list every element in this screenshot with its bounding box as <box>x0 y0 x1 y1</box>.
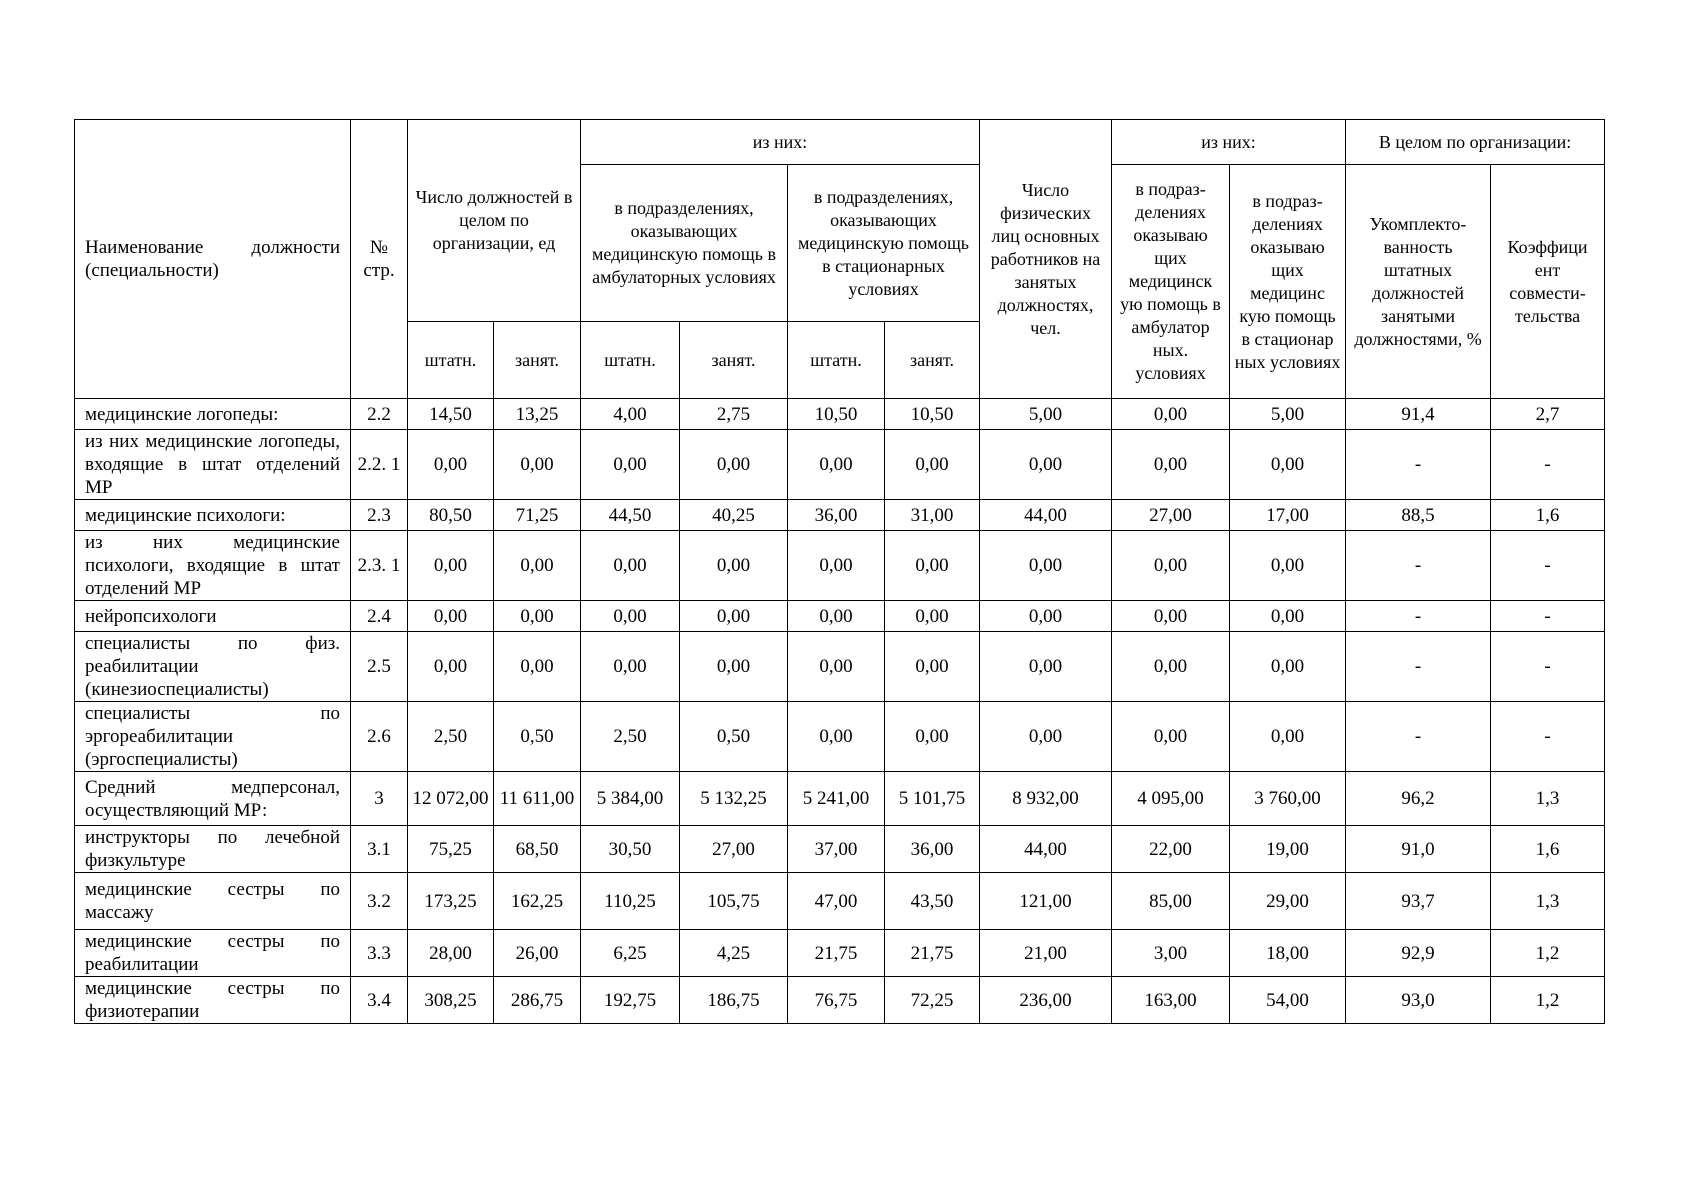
row-name-cell: медицинские сестры по физиотерапии <box>75 977 351 1024</box>
value-cell: 0,00 <box>1112 702 1230 772</box>
value-cell: - <box>1491 632 1605 702</box>
value-cell: 4,25 <box>680 930 788 977</box>
value-cell: 31,00 <box>885 500 980 531</box>
value-cell: 0,00 <box>408 601 494 632</box>
row-num-cell: 2.5 <box>351 632 408 702</box>
row-num-cell: 3.2 <box>351 873 408 930</box>
value-cell: 0,00 <box>1230 702 1346 772</box>
value-cell: 26,00 <box>494 930 581 977</box>
value-cell: 0,00 <box>980 632 1112 702</box>
col-header-name: Наименование должности (специальности) <box>75 120 351 399</box>
col-header-iz-nih-2: из них: <box>1112 120 1346 165</box>
value-cell: 0,00 <box>680 601 788 632</box>
col-header-stac: в подразделениях, оказывающих медицинскую помощь в стационарных условиях <box>788 165 980 322</box>
table-body <box>75 399 1605 1024</box>
value-cell: 6,25 <box>581 930 680 977</box>
table-row <box>75 977 1605 1024</box>
value-cell: 21,75 <box>885 930 980 977</box>
table-row <box>75 430 1605 500</box>
value-cell: 1,2 <box>1491 930 1605 977</box>
value-cell: 0,00 <box>1112 601 1230 632</box>
value-cell: 8 932,00 <box>980 772 1112 826</box>
value-cell: 22,00 <box>1112 826 1230 873</box>
value-cell: 17,00 <box>1230 500 1346 531</box>
value-cell: 0,00 <box>1230 632 1346 702</box>
value-cell: 3,00 <box>1112 930 1230 977</box>
value-cell: 0,00 <box>885 702 980 772</box>
subheader-shtat: штатн. <box>408 322 494 399</box>
value-cell: 0,00 <box>494 632 581 702</box>
value-cell: 0,00 <box>885 430 980 500</box>
value-cell: 44,00 <box>980 500 1112 531</box>
value-cell: 0,00 <box>980 702 1112 772</box>
value-cell: 93,7 <box>1346 873 1491 930</box>
value-cell: 5 384,00 <box>581 772 680 826</box>
col-header-amb: в подразделениях, оказывающих медицинскую помощь в амбулаторных условиях <box>581 165 788 322</box>
value-cell: 72,25 <box>885 977 980 1024</box>
row-num-cell: 3.4 <box>351 977 408 1024</box>
value-cell: - <box>1491 601 1605 632</box>
value-cell: 0,00 <box>1112 531 1230 601</box>
table-row <box>75 702 1605 772</box>
value-cell: 10,50 <box>788 399 885 430</box>
value-cell: 0,00 <box>581 632 680 702</box>
value-cell: 47,00 <box>788 873 885 930</box>
row-num-cell: 3 <box>351 772 408 826</box>
value-cell: 4 095,00 <box>1112 772 1230 826</box>
value-cell: 0,00 <box>408 531 494 601</box>
value-cell: - <box>1346 632 1491 702</box>
value-cell: 14,50 <box>408 399 494 430</box>
value-cell: 0,00 <box>1230 430 1346 500</box>
value-cell: 0,00 <box>494 430 581 500</box>
value-cell: 0,00 <box>1230 601 1346 632</box>
value-cell: 93,0 <box>1346 977 1491 1024</box>
value-cell: 13,25 <box>494 399 581 430</box>
value-cell: 192,75 <box>581 977 680 1024</box>
value-cell: 10,50 <box>885 399 980 430</box>
value-cell: 44,00 <box>980 826 1112 873</box>
value-cell: 0,00 <box>1112 632 1230 702</box>
col-header-org: В целом по организации: <box>1346 120 1605 165</box>
value-cell: 0,00 <box>581 430 680 500</box>
col-header-phys-stac: в подраз-делениях оказываю щих медицинс кую помощь в стационар ных условиях <box>1230 165 1346 399</box>
value-cell: 173,25 <box>408 873 494 930</box>
col-header-total: Число должностей в целом по организации, ед <box>408 120 581 322</box>
table-row <box>75 399 1605 430</box>
row-num-cell: 2.2. 1 <box>351 430 408 500</box>
value-cell: 91,4 <box>1346 399 1491 430</box>
value-cell: - <box>1346 430 1491 500</box>
table-row <box>75 826 1605 873</box>
value-cell: 44,50 <box>581 500 680 531</box>
table-row <box>75 873 1605 930</box>
row-num-cell: 2.4 <box>351 601 408 632</box>
row-num-cell: 2.6 <box>351 702 408 772</box>
value-cell: 0,50 <box>494 702 581 772</box>
row-num-cell: 2.3. 1 <box>351 531 408 601</box>
value-cell: 1,3 <box>1491 772 1605 826</box>
value-cell: 186,75 <box>680 977 788 1024</box>
value-cell: 75,25 <box>408 826 494 873</box>
value-cell: 2,75 <box>680 399 788 430</box>
row-name-cell: из них медицинские логопеды, входящие в штат отделений МР <box>75 430 351 500</box>
subheader-zanyat: занят. <box>680 322 788 399</box>
value-cell: 5 132,25 <box>680 772 788 826</box>
value-cell: 0,00 <box>408 632 494 702</box>
value-cell: 5,00 <box>980 399 1112 430</box>
value-cell: 0,00 <box>885 632 980 702</box>
value-cell: 91,0 <box>1346 826 1491 873</box>
value-cell: 3 760,00 <box>1230 772 1346 826</box>
value-cell: 76,75 <box>788 977 885 1024</box>
value-cell: 54,00 <box>1230 977 1346 1024</box>
value-cell: 5 101,75 <box>885 772 980 826</box>
value-cell: 0,50 <box>680 702 788 772</box>
value-cell: 1,6 <box>1491 500 1605 531</box>
row-name-cell: медицинские сестры по массажу <box>75 873 351 930</box>
value-cell: 30,50 <box>581 826 680 873</box>
value-cell: 0,00 <box>680 632 788 702</box>
value-cell: - <box>1491 702 1605 772</box>
value-cell: 2,7 <box>1491 399 1605 430</box>
row-name-cell: специалисты по физ. реабилитации (кинезиоспециалисты) <box>75 632 351 702</box>
value-cell: 12 072,00 <box>408 772 494 826</box>
row-num-cell: 3.1 <box>351 826 408 873</box>
value-cell: 308,25 <box>408 977 494 1024</box>
value-cell: 0,00 <box>980 531 1112 601</box>
subheader-zanyat: занят. <box>494 322 581 399</box>
value-cell: 18,00 <box>1230 930 1346 977</box>
value-cell: 71,25 <box>494 500 581 531</box>
row-name-cell: специалисты по эргореабилитации (эргоспециалисты) <box>75 702 351 772</box>
value-cell: 5,00 <box>1230 399 1346 430</box>
table-row <box>75 500 1605 531</box>
value-cell: 0,00 <box>788 632 885 702</box>
value-cell: 27,00 <box>680 826 788 873</box>
value-cell: 0,00 <box>494 601 581 632</box>
value-cell: 0,00 <box>788 531 885 601</box>
row-name-cell: Средний медперсонал, осуществляющий МР: <box>75 772 351 826</box>
value-cell: - <box>1346 702 1491 772</box>
row-name-cell: инструкторы по лечебной физкультуре <box>75 826 351 873</box>
value-cell: 85,00 <box>1112 873 1230 930</box>
value-cell: 0,00 <box>788 702 885 772</box>
value-cell: 27,00 <box>1112 500 1230 531</box>
col-header-phys: Число физических лиц основных работников на занятых должностях, чел. <box>980 120 1112 399</box>
value-cell: 2,50 <box>581 702 680 772</box>
table-row <box>75 772 1605 826</box>
col-header-koef: Коэффици ент совмести-тельства <box>1491 165 1605 399</box>
value-cell: 0,00 <box>680 430 788 500</box>
col-header-phys-amb: в подраз-делениях оказываю щих медицинск ую помощь в амбулатор ных. условиях <box>1112 165 1230 399</box>
value-cell: 0,00 <box>788 601 885 632</box>
value-cell: 1,2 <box>1491 977 1605 1024</box>
col-header-ukompl: Укомплекто-ванность штатных должностей занятыми должностями, % <box>1346 165 1491 399</box>
value-cell: 105,75 <box>680 873 788 930</box>
value-cell: 163,00 <box>1112 977 1230 1024</box>
row-num-cell: 2.2 <box>351 399 408 430</box>
value-cell: 0,00 <box>1112 399 1230 430</box>
col-header-iz-nih: из них: <box>581 120 980 165</box>
value-cell: 19,00 <box>1230 826 1346 873</box>
header-row-1 <box>75 120 1605 165</box>
table-row <box>75 930 1605 977</box>
value-cell: 0,00 <box>581 601 680 632</box>
row-name-cell: медицинские логопеды: <box>75 399 351 430</box>
staffing-table <box>74 119 1605 1024</box>
value-cell: 0,00 <box>885 601 980 632</box>
row-name-cell: из них медицинские психологи, входящие в штат отделений МР <box>75 531 351 601</box>
row-name-cell: медицинские психологи: <box>75 500 351 531</box>
value-cell: 1,6 <box>1491 826 1605 873</box>
value-cell: 28,00 <box>408 930 494 977</box>
value-cell: 88,5 <box>1346 500 1491 531</box>
value-cell: 0,00 <box>1230 531 1346 601</box>
value-cell: 4,00 <box>581 399 680 430</box>
value-cell: 36,00 <box>788 500 885 531</box>
value-cell: 5 241,00 <box>788 772 885 826</box>
value-cell: 0,00 <box>581 531 680 601</box>
value-cell: - <box>1346 601 1491 632</box>
table-row <box>75 531 1605 601</box>
value-cell: 0,00 <box>980 601 1112 632</box>
table-row <box>75 632 1605 702</box>
value-cell: 286,75 <box>494 977 581 1024</box>
value-cell: - <box>1346 531 1491 601</box>
value-cell: 0,00 <box>408 430 494 500</box>
table-row <box>75 601 1605 632</box>
row-name-cell: нейропсихологи <box>75 601 351 632</box>
value-cell: 2,50 <box>408 702 494 772</box>
value-cell: 11 611,00 <box>494 772 581 826</box>
value-cell: 1,3 <box>1491 873 1605 930</box>
value-cell: 0,00 <box>1112 430 1230 500</box>
col-header-num: № стр. <box>351 120 408 399</box>
value-cell: 236,00 <box>980 977 1112 1024</box>
value-cell: - <box>1491 430 1605 500</box>
value-cell: 110,25 <box>581 873 680 930</box>
value-cell: 29,00 <box>1230 873 1346 930</box>
value-cell: 96,2 <box>1346 772 1491 826</box>
value-cell: 0,00 <box>980 430 1112 500</box>
subheader-shtat: штатн. <box>788 322 885 399</box>
value-cell: 0,00 <box>885 531 980 601</box>
row-num-cell: 2.3 <box>351 500 408 531</box>
value-cell: 92,9 <box>1346 930 1491 977</box>
subheader-shtat: штатн. <box>581 322 680 399</box>
value-cell: 0,00 <box>788 430 885 500</box>
value-cell: - <box>1491 531 1605 601</box>
value-cell: 21,75 <box>788 930 885 977</box>
value-cell: 121,00 <box>980 873 1112 930</box>
value-cell: 68,50 <box>494 826 581 873</box>
value-cell: 36,00 <box>885 826 980 873</box>
row-num-cell: 3.3 <box>351 930 408 977</box>
value-cell: 21,00 <box>980 930 1112 977</box>
value-cell: 162,25 <box>494 873 581 930</box>
value-cell: 0,00 <box>494 531 581 601</box>
value-cell: 40,25 <box>680 500 788 531</box>
value-cell: 80,50 <box>408 500 494 531</box>
subheader-zanyat: занят. <box>885 322 980 399</box>
row-name-cell: медицинские сестры по реабилитации <box>75 930 351 977</box>
value-cell: 0,00 <box>680 531 788 601</box>
value-cell: 37,00 <box>788 826 885 873</box>
value-cell: 43,50 <box>885 873 980 930</box>
